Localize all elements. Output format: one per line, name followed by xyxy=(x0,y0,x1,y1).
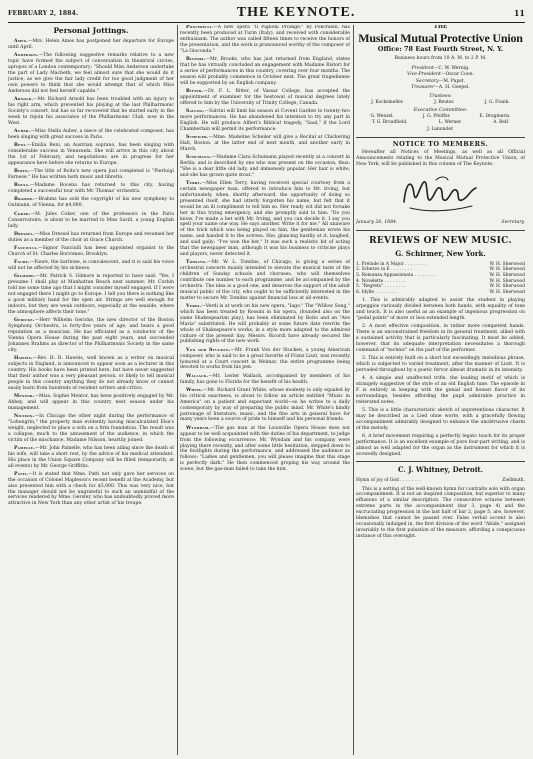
jotting-lead: Schumann. xyxy=(186,155,212,161)
jotting-text: —Mr. Lester Wallack, accompanied by members of his family, has gone to Florida for the benefit of his health. xyxy=(180,373,350,385)
jotting-lead: Gilmore. xyxy=(14,274,36,280)
jotting-lead: Beni. xyxy=(14,143,27,149)
jotting-text: —Dr. F. L. Ritter, of Vassar College, has accepted the appointment of examiner for the bestowal of musical degrees lately offered to him by the University of Trinity College, Canada. xyxy=(180,88,350,106)
jotting-item xyxy=(8,472,174,507)
jotting-text: —Salvini will limit his season at Covent Garden to twenty-two more performances. He has abandoned his intention to try any part in English. He will produce Alfieri's Biblical tragedy, "Saul," if the Lord Chamberlain will permit its performance. xyxy=(180,108,350,132)
jotting-text: —Miss Dressel has returned from Europe and resumed her duties as a member of the choir at Grace Church. xyxy=(8,231,174,243)
jotting-lead: Wallack. xyxy=(186,373,209,379)
notice-footer xyxy=(356,220,525,231)
column-personal-jottings xyxy=(8,25,174,755)
jotting-item xyxy=(180,260,350,301)
jotting-text: —Mr. Richard Arnold has been troubled with an injury to his right arm, which prevented his playing at the last Philharmonic Society's concert, but has so far recovered that he started early in the week to rejoin his associates of the Philharmonic Club, now in the West. xyxy=(8,96,174,126)
jotting-text: —Mme. Madeline Scheiler will give a Recital at Chickering Hall, Boston, at the latter end of next month, and another early in March. xyxy=(180,134,350,152)
listing-title: 6. Idylle . . . . . . . . xyxy=(356,289,397,295)
jotting-text: —Miss Ellen Terry, having received special courtesy from a certain newspaper man, offered to introduce him to Mr. Irving, but unfortunately, when, shortly afterward, the opportunity of doing so presented itself, she had utterly forgotten his name, but felt that it would be an ill compliment to tell him so. Her ready wit did not forsake her in this trying emergency, and she promptly said to him: "Do you know, I've made a bet with Mr. Irving, and you can decide it. I say you spell your name one way. He says another. Write it for me." All unaware of the trick which was being played on him, the gentleman wrote his name, and handed it to the actress. She, glancing hastily at it, laughed, and said gaily: "I've won the bet." It was such a realistic bit of acting that the newspaper man, although it was his business to criticise plays and players, never detected it. xyxy=(180,181,350,257)
reviews-section xyxy=(356,235,525,540)
jotting-text: —Miss Stella Auber, a niece of the celebrated composer, has been singing with great success in Paris. xyxy=(8,128,174,140)
officers-list xyxy=(356,66,525,92)
jotting-item xyxy=(8,197,174,209)
jotting-lead: Tomlins. xyxy=(186,260,207,266)
jotting-lead: Von der Stucken. xyxy=(186,347,231,353)
jotting-item xyxy=(180,135,350,153)
jotting-lead: Boito. xyxy=(14,169,30,175)
jotting-lead: Faure. xyxy=(14,260,30,266)
review-paragraph: This is a setting of the well-known hymn for contralto solo with organ accompaniment. It is not an inspired composition, but superior to many effusions of a similar description. The consecutive octaves between extreme parts in the accompaniment (bar 3, page 4) and the excruciating progression in the last half of bar 2, page 5, are, however, blemishes that cannot be passed over. False verbal accent is also occasionally indulged in, the first division of the word "Abide," assigned invariably to the first pulsation of the measure, affording a conspicuous instance of this oversight. xyxy=(356,486,525,539)
union-advertisement xyxy=(356,25,525,138)
jotting-item xyxy=(8,318,174,353)
jotting-lead: Pamelle. xyxy=(14,445,36,451)
listing-row xyxy=(356,290,525,296)
jotting-item xyxy=(180,155,350,179)
jotting-lead: Bolsa. xyxy=(14,183,30,189)
listing-title: 1. Prelude in A Major . . . . . . . . xyxy=(356,261,427,267)
listing-author: W. H. Sherwood xyxy=(489,272,525,278)
jotting-text: —Mr. W. L. Tomlins, of Chicago, is giving a series of orchestral concerts mainly intended to elevate the musical taste of the children of Sunday schools and choruses, who will themselves contribute one number to each programme, and be accompanied by the orchestra. The idea is a good one, and deserves the support of the adult musical public of the city, who ought to be sufficiently interested in the matter to secure Mr. Tomlins against financial loss at all events. xyxy=(180,260,350,301)
jotting-item xyxy=(180,25,350,55)
jotting-item xyxy=(8,446,174,470)
listing-author: W. H. Sherwood xyxy=(489,261,525,267)
section-title: Personal Jottings. xyxy=(53,26,129,35)
union-office: Office: 78 East Fourth Street, N. Y. xyxy=(377,44,504,53)
publisher-heading: C. J. Whitney, Detroit. xyxy=(397,464,484,474)
exec-row: T. G. Broadfield. L. Werner. A. Belf. xyxy=(371,120,510,126)
jotting-lead: Salvini. xyxy=(186,108,205,114)
jotting-text: —It is stated that Mme. Patti not only gave her services on the occasion of Colonel Mapleson's recent benefit at the Academy, but also presented him with a check for $5,000. This was very nice, but the manager should not be ungrateful to such an unmindful of the services rendered by Mme. Gerster, who has undoubtedly proved more attractive in New York than any other artist of his troupe. xyxy=(8,471,174,507)
jotting-item xyxy=(8,129,174,141)
jotting-text: —M. Jules Coker, one of the professors in the Paris Conservatoire, is about to be married to Miss Savill, a young English lady. xyxy=(8,211,174,229)
jotting-text: —Mrs. Helen Ames has postponed her departure for Europe until April. xyxy=(8,39,174,50)
jotting-lead: Ponchielli. xyxy=(186,25,214,30)
jotting-lead: Scheiler. xyxy=(186,134,209,140)
jotting-item xyxy=(8,414,174,444)
jottings-list xyxy=(180,25,350,473)
jotting-lead: Dressel. xyxy=(14,231,35,237)
jotting-item xyxy=(180,57,350,87)
notice-body: Hereafter all Notices of Meetings, as well as all Official Announcements relating to the Musical Mutual Protective Union, of New York, will be published in this column of The Keynote. xyxy=(356,150,525,167)
jotting-item xyxy=(180,348,350,372)
business-hours: Business hours from 10 A. M. to 2 P. M. xyxy=(394,55,487,61)
jotting-item xyxy=(8,169,174,181)
jotting-lead: Mentor. xyxy=(14,393,35,399)
handwritten-signature xyxy=(356,172,525,218)
jotting-lead: Verdi. xyxy=(186,304,202,309)
listing-title: 2. Scherzo in E . . . . . . . . xyxy=(356,267,413,273)
jotting-lead: Terry. xyxy=(186,181,202,187)
listing-title: Hymn of joy of God . . . . . . . . xyxy=(356,477,422,483)
jotting-item xyxy=(8,143,174,167)
music-listing xyxy=(356,478,525,484)
jotting-text: —Madame Bocena has returned to this city, having completed a successful tour with Mr. Thomas' orchestra. xyxy=(8,183,174,195)
page-number: 11 xyxy=(513,8,525,18)
jotting-item xyxy=(8,274,174,315)
jottings-list xyxy=(8,39,174,507)
notice-date: January 26, 1884. xyxy=(356,219,398,225)
review-paragraphs xyxy=(356,298,525,458)
jotting-item xyxy=(8,356,174,391)
review-paragraph: 1. This is admirably adapted to assist the student in playing arpeggios variously divided between both hands, with equality of tone and touch. It is also useful as an example of ingenious progression on "pedal points" of more or less extended length. xyxy=(356,298,525,322)
notice-to-members xyxy=(356,142,525,231)
signer-title: Secretary. xyxy=(501,219,525,225)
jotting-item xyxy=(180,89,350,107)
jotting-text: —Faure, the baritone, is convalescent, and it is said his voice will not be affected by his sickness. xyxy=(8,260,174,272)
union-name: Musical Mutual Protective Union xyxy=(358,30,523,45)
jotting-item xyxy=(8,246,174,258)
jotting-text: —Signor Fanciulli has been appointed organist to the Church of St. Charles Borromeo, Brooklyn. xyxy=(8,246,174,257)
column-rule xyxy=(177,25,178,755)
listing-author: W. H. Sherwood xyxy=(489,284,525,290)
jotting-text: —Mr. John Pamelle, who has been ailing since the death of his wife, will take a short rest, by the advice of his medical attendant. His place in the Union Square Company will be filled (temporarily, at all events) by Mr. George Griffiths. xyxy=(8,445,174,469)
reviews-title: REVIEWS OF NEW MUSIC. xyxy=(369,235,512,246)
exec-committee-heading: Executive Committee: xyxy=(413,108,468,114)
listing-author: W. H. Sherwood xyxy=(489,278,525,284)
jotting-lead: Ristori. xyxy=(186,56,206,62)
jotting-lead: Fanciulli. xyxy=(14,246,38,251)
review-paragraph: 6. A brief movement requiring a perfectly legato touch for its proper performance. It is an excellent example of pure four-part writing, and is almost as well adapted for the organ as the instrument for which it is avowedly designed. xyxy=(356,434,525,458)
officer-row: Treasurer—A. H. Goepel. xyxy=(411,85,470,91)
jotting-text: —Mr. Patrick S. Gilmore is reported to have said: "Yes, I presume I shall play at Manhattan Beach next summer. Mr. Corbin told me some time ago that I might consider myself engaged. If I were not engaged there I might go to Europe. I tell you there is nothing like a good military band for the open air. Strings are well enough for indoors, but they are weak outdoors, especially at the seaside, where the atmosphere affects their tone." xyxy=(8,274,174,315)
jotting-lead: Auber. xyxy=(14,128,31,134)
officer-row: Vice-President—Oscar Coon. xyxy=(406,72,474,78)
column-union-and-reviews xyxy=(356,25,525,755)
jotting-item xyxy=(8,97,174,127)
jotting-item xyxy=(8,260,174,272)
jotting-item xyxy=(180,181,350,258)
jotting-item xyxy=(180,388,350,423)
column-rule xyxy=(353,25,354,755)
jotting-lead: Anderson. xyxy=(14,53,39,59)
jotting-text: —Mr. Brooks, who has just returned from England, states that he has virtually concluded an engagement with Madame Ristori for a series of performances in this country, covering over four months. The season will probably commence in October next. The great tragedienne will be supported by an English company. xyxy=(180,56,350,86)
listing-title: 5. "Regrets" . . . . . . . . xyxy=(356,284,406,290)
exec-row: J. Lanunder. xyxy=(427,126,454,132)
jotting-item xyxy=(8,394,174,412)
newspaper-title: THE KEYNOTE. xyxy=(236,5,356,20)
jotting-text: —Brahms has sold the copyright of his new symphony to Gutmann, of Vienna, for $4,000. xyxy=(8,197,174,209)
jotting-text: —Mr. Richard Grant White, whose modesty is only equaled by his critical exactness, is about to follow an article entitled "Music in America" on a patient and expectant world—so he writes to a daily contemporary by way of preparing the public mind. Mr. White's kindly patronage of literature, music, and the fine arts in general have for many years been a source of pride to himself and his personal friends. xyxy=(180,387,350,423)
jotting-lead: Gericke. xyxy=(14,318,35,324)
officer-row: President—C. W. Wernig. xyxy=(411,65,470,71)
jotting-lead: White. xyxy=(186,387,203,393)
jotting-text: —Miss. Sophie Mentor, has been positively engaged by Mr. Abbey, and will appear in this country next season under his management. xyxy=(8,393,174,411)
issue-date: FEBRUARY 2, 1884. xyxy=(8,9,79,17)
jotting-item xyxy=(8,39,174,51)
jotting-lead: Haweis. xyxy=(14,355,33,361)
jotting-item xyxy=(8,53,174,94)
jotting-text: —Rev. H. R. Haweis, well known as a writer on musical subjects in England, is announced to appear soon as a lecturer in this country. His books have been printed here, but have never suggested that their author was a very pleasant person, or likely to tell musical people in this country anything they do not already know or cannot easily learn from hundreds of resident writers and critics. xyxy=(8,355,174,391)
jotting-lead: Ritter. xyxy=(186,88,204,94)
jotting-lead: Brahms. xyxy=(14,197,35,203)
jotting-lead: Nilsson. xyxy=(14,413,35,419)
listing-title: 3. Romanza Appassionata . . . . . . . . xyxy=(356,272,436,278)
review-paragraph: 4. A simple and unaffected trifle, the leading motif of which is strangely suggestive of the style of an old English tune. The episode in F is entirely in keeping with the genial and honest flavor of its surroundings, besides affording the pupil admirable practice in reiterated notes. xyxy=(356,376,525,406)
listing-author: W. H. Sherwood xyxy=(489,267,525,273)
publisher-heading: G. Schirmer, New York. xyxy=(395,248,486,258)
jotting-lead: Wyndham. xyxy=(186,425,211,431)
exec-row: G. Wenzel. J. G. Pfeiffer. E. Dragmeris. xyxy=(370,114,511,120)
jotting-item xyxy=(8,183,174,195)
jotting-lead: Coker. xyxy=(14,211,31,217)
jotting-item xyxy=(180,426,350,473)
ad-article: THE xyxy=(433,25,448,30)
jotting-text: —The title of Boito's new opera just completed is "Pierluigi Farnese." He has written both music and libretto. xyxy=(8,169,174,180)
trustees-row: J. Kocksmeller. J. Reuter. J. G. Frank. xyxy=(371,99,510,105)
jotting-item xyxy=(8,212,174,230)
jotting-lead: Arnold. xyxy=(14,96,34,102)
jotting-text: —In Chicago the other night during the performance of "Lohengrin," the property man evidently having miscalculated Elsa's weight, neglected to place a sofa on a firm foundation. The result was a collapse, much to the amusement of the audience, in which the victim of the mischance, Madame Nilsson, heartily joined. xyxy=(8,413,174,443)
review-paragraph: 3. This is entirely built on a short but exceedingly melodious phrase, which is subjected to varied treatment, after the manner of Liszt. It is pervaded throughout by a poetic fervor almost dramatic in its intensity. xyxy=(356,356,525,374)
jotting-item xyxy=(180,109,350,133)
jotting-lead: Patti. xyxy=(14,471,29,477)
masthead xyxy=(8,4,525,23)
jotting-text: —The following suggestive remarks relative to a new topic have formed the subject of conversation in theatrical circles, apropos of a London contemporary: "Should Miss Anderson undertake the part of Lady Macbeth, we feel almost sure that she would do it justice, as we give the fair lady credit for too good judgment of her own powers to think that she would attempt that of which Miss Anderson did not feel herself capable." xyxy=(8,53,174,94)
jotting-text: —Mr. Frank Von der Stucken, a young American composer, who is said to be a great favorite of Franz Liszt, was recently honored at a Court concert in Weimar, the entire programme being devoted to works from his pen. xyxy=(180,347,350,371)
review-paragraph: 5. This is a little characteristic sketch of unpretentious character. It may be described as a Lied ohne worte, with a gracefully flowing accompaniment admirably designed to enhance the unobtrusive charm of the melody. xyxy=(356,408,525,432)
jotting-text: —Madame Clara Schumann played recently at a concert in Berlin; and is described by one who was present on the occasion, thus: "She is a dear little old lady, and immensely popular. Her hair is white, and she has grown quite stout." xyxy=(180,155,350,178)
listing-author: W. H. Sherwood xyxy=(489,289,525,295)
jotting-item xyxy=(180,374,350,386)
listing-row xyxy=(356,478,525,484)
officer-row: Secretary—M. Papst. xyxy=(415,78,466,84)
divider xyxy=(356,461,525,462)
jotting-text: —Verdi is at work on his new opera, "Iago." The "Willow Song," which has been treated by Rossini in his opera, (founded also on the same Shakespearian play), has been eliminated by Boito and an "Ave Maria" substituted. He will probably at some future date rewrite the whole of Shakespeare's works, in a style more adapted to the admired culture of the present day. Messrs. Ricordi have already secured the publishing rights of the new work. xyxy=(180,304,350,345)
jotting-lead: Ames. xyxy=(14,39,28,44)
jotting-text: —The gas man at the Louisville Opera House does not appear to be well acquainted with the duties of his department, to judge from the following occurrence: Mr. Wyndam and his company were playing there recently, and after some little hesitation, stepped down to the footlights during the performance, and addressed the audience as follows: "Ladies and gentlemen, you will please imagine that this stage is perfectly dark." He then commenced groping his way around the scene, but the gas-man failed to take the hint. xyxy=(180,425,350,473)
music-listing xyxy=(356,262,525,296)
listing-author: Ziellmuth. xyxy=(502,477,525,483)
column-jottings-continued xyxy=(180,25,350,755)
signature-icon xyxy=(396,172,486,216)
jotting-text: —Herr Wilhelm Gericke, the new director of the Boston Symphony Orchestra, is forty-five years of age, and bears a good reputation as a musician. He has officiated as a conductor of the Vienna Opera House during the past eight years, and succeeded Johannes Brahms as director of the Philharmonic Society in the same city. xyxy=(8,318,174,353)
jotting-text: —A new opera "Il Piglioni Prodige," by Ponchielli, has recently been produced at Turin (Italy), and received with considerable enthusiasm. The author was called fifteen times to receive the honors of the presentation, and the work is pronounced worthy of the composer of "La Gioconda." xyxy=(180,25,350,54)
notice-title: NOTICE TO MEMBERS. xyxy=(392,140,489,149)
jotting-item xyxy=(180,304,350,345)
jotting-text: —Emilia Beni, an Austrian soprano, has been singing with considerable success in Venezuela. She will arrive in this city about the 1st of February, and negotiations are in progress for her appearance here before she returns to Europe. xyxy=(8,143,174,166)
listing-title: 4. Novelette . . . . . . . . xyxy=(356,278,406,284)
review-paragraph: 2. A most effective composition, in rather more competent hands. There is an unconstrained freedom in its general treatment, allied with a sustained activity that is particularly fascinating. It must be added, however, that its adequate interpretation necessitates a thorough command of "technic" on the part of the performer. xyxy=(356,324,525,353)
jotting-item xyxy=(8,232,174,244)
trustees-heading: Trustees: xyxy=(429,93,452,99)
